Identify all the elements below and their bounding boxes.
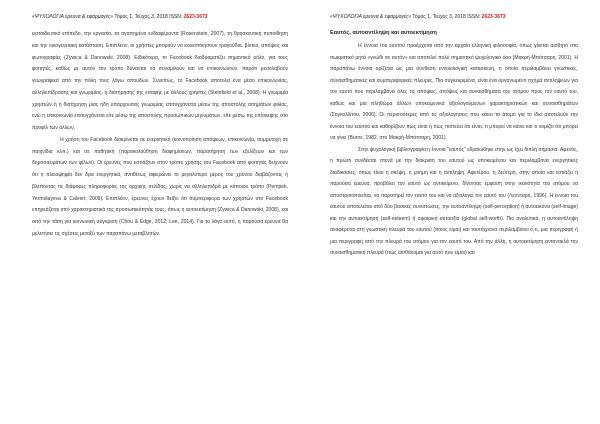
- body-text: [330, 41, 578, 260]
- paragraph: Στην ψυχολογική βιβλιογραφία η έννοια "εαυτός" εδραιώθηκε στην ως έχει διπλή σημασία. Αφενός, η πρώτη συνδέεται στενά με την διάκριση του εαυτού ως υποκειμένου και περιλαμβάνει ενεργητικές διαδικασίες, όπως είναι η σκέψη, η μνήμη και η αντίληψη. Αφετέρου, η δεύτερη, στην οποία και εστιάζει η παρούσα έρευνα, προβάλει τον εαυτό ως αντικείμενο, δίνοντας έμφαση στην ικανότητα του ατόμου να αποστασιοποιείται, να παρατηρεί τον εαυτό του και να αξιολογεί τον εαυτό του (Λεονταρή, 1996). Η έννοια του εαυτού αποτελείται από δύο βασικές συνιστώσες, την αυτοαντίληψη (self-perception) ή αυτοεικόνα (self-image) και την αυτοεκτίμηση (self-esteem) ή σφαιρική αυτοαξία (global self-worth). Πιο αναλυτικά, η αυτοαντίληψη αναφέρεται στη γνωστική πλευρά του εαυτού (ποιος είμαι) και ταυτόχρονα περιλαμβάνει ό,τι, μια περιγραφή ή μια περιγραφή από την πλευρά του ατόμου για τον εαυτό του. Από την άλλη, η αυτοεκτίμηση αντανακλά την συναισθηματική πλευρά (πώς αισθάνομαι για αυτό που είμαι) και: [330, 146, 578, 256]
- paragraph: εκπαιδευτικό επίπεδο, την εργασία, τα αγαπημένα ενδιαφέροντα (Rosenstein, 2007), τη θρησκευτική πεποίθηση και την οικογενειακή κατάσταση. Επιπλέον, οι χρήστες μπορούν να κοινοποιήσουν τραγούδια, βίντεο, απόψεις και φωτογραφίες (Zywica & Danowski, 2008). Ειδικότερα, το Facebook διαδραματίζει σημαντικό ρόλο, για τους φοιτητές, καθώς με αυτόν τον τρόπο δύνανται να συνομιλούν και να επικοινωνούν, παρότι μεσολαβούν γεωγραφικά από την πόλη τους λόγω σπουδών. Συνεπώς, το Facebook αποτελεί ένα μέσο επικοινωνίας, αλληλεπίδρασης και γνωριμίας, ή διατήρησης της επαφής με άλλους χρήστες (Steinfield et al., 2008). Η γνωριμία χρηστών ή η διατήρηση μιας ήδη υπάρχουσας γνωριμίας επιτυγχάνεται μέσω της αποστολής αιτημάτων φιλίας, ενώ η επικοινωνία επιτυγχάνεται είτε μέσω της αποστολής προσωπικών μηνυμάτων, είτε μέσω της επίσκεψης στο προφίλ των άλλων.: [32, 31, 288, 131]
- body-text: [32, 29, 288, 241]
- issn-label: ISSN:: [467, 14, 481, 20]
- issn-number: 2623-3673: [481, 14, 506, 20]
- right-page: [300, 0, 600, 424]
- paragraph: Η χρήση του Facebook διακρίνεται σε ενεργητική (κοινοποίηση απόψεων, επικοινωνία, συμμετοχή σε παιχνίδια κλπ.) και σε παθητική (παρακολούθηση διαφημίσεων, παρατήρηση των εξελίξεων και των δημοσιευμάτων των φίλων). Οι έρευνες που εστιάζουν στον τρόπο χρήσης του Facebook από φοιτητές δείχνουν ότι η πλειοψηφία δεν δρα ενεργητικά, αντιθέτως αφιερώνει το μεγαλύτερο μέρος του χρόνου διαβάζοντας ή βλέποντας τις διάφορες πληροφορίες της αρχικής σελίδας, χωρίς να αλληλεπιδρά με κάποιον τρόπο (Pempek, Yermolayeva & Calvert, 2009). Επιπλέον, έρευνες έχουν δείξει ότι συμπεριφορά των χρηστών στο Facebook επηρεάζεται από χαρακτηριστικά της προσωπικότητάς τους, όπως η αυτοεκτίμηση (Zywica & Danowski, 2008), και από την τάση για κοινωνική σύγκριση (Chou & Edge, 2012; Lee, 2014). Για το λόγο αυτό, η παρούσα έρευνα θα μελετήσει τις σχέσεις μεταξύ των παραπάνω μεταβλητών.: [32, 136, 288, 237]
- issn-label: ISSN:: [169, 14, 183, 20]
- volume-info: Τόμος 1, Τεύχος 3, 2018: [412, 14, 466, 20]
- paragraph: Η έννοια του εαυτού προέρχεται από την αρχαία ελληνική φιλοσοφία, όπως γίνεται αισθητό στο σωκρατικό ρητό «γνώθι σε αυτόν» και αποτελεί πολύ σημαντικό ψυχολογικό όρο (Μακρή-Μπότσαρη, 2001). Η παραπάνω έννοια ορίζεται ως μια σύνθεση εννοιολογική κατασκευή, η οποία περιλαμβάνει γνωστικές, συναισθηματικές και συμπεριφορικές πλευρές. Πιο συγκεκριμένα, είναι ένα οργανωμένο σχήμα αντιλήψεων για τον εαυτό που περιλαμβάνει όλες τις απόψεις, απόψεις και συναισθήματα του ατόμου προς τον εαυτό του, καθώς και μια πληθώρα άλλων υποκειμενικά αξιολογούμενων χαρακτηριστικών και συναισθημάτων (Συγκολλίτου, 2006). Οι περισσότερες από τις αξιολογήσεις που κάνει το άτομο για το ίδιο αποτελούν την έννοια του εαυτού και καθορίζουν πώς είναι ή πώς πιστεύει ότι είναι, τι μπορεί να κάνει και τι νομίζει ότι μπορεί να γίνει (Burns, 1982, στο Μακρή-Μπότσαρη, 2001).: [330, 43, 578, 141]
- journal-title: «ΨΥΧΟΛΟΓΙΑ έρευνα & εφαρμογές»: [330, 14, 412, 20]
- issn-number: 2623-3673: [183, 14, 208, 20]
- running-head: [32, 14, 288, 21]
- journal-title: «ΨΥΧΟΛΟΓΙΑ έρευνα & εφαρμογές»: [32, 14, 114, 20]
- running-head: [330, 14, 578, 21]
- section-heading: Εαυτός, αυτοαντίληψη και αυτοεκτίμηση: [330, 30, 437, 36]
- volume-info: Τόμος 1, Τεύχος 3, 2018: [114, 14, 168, 20]
